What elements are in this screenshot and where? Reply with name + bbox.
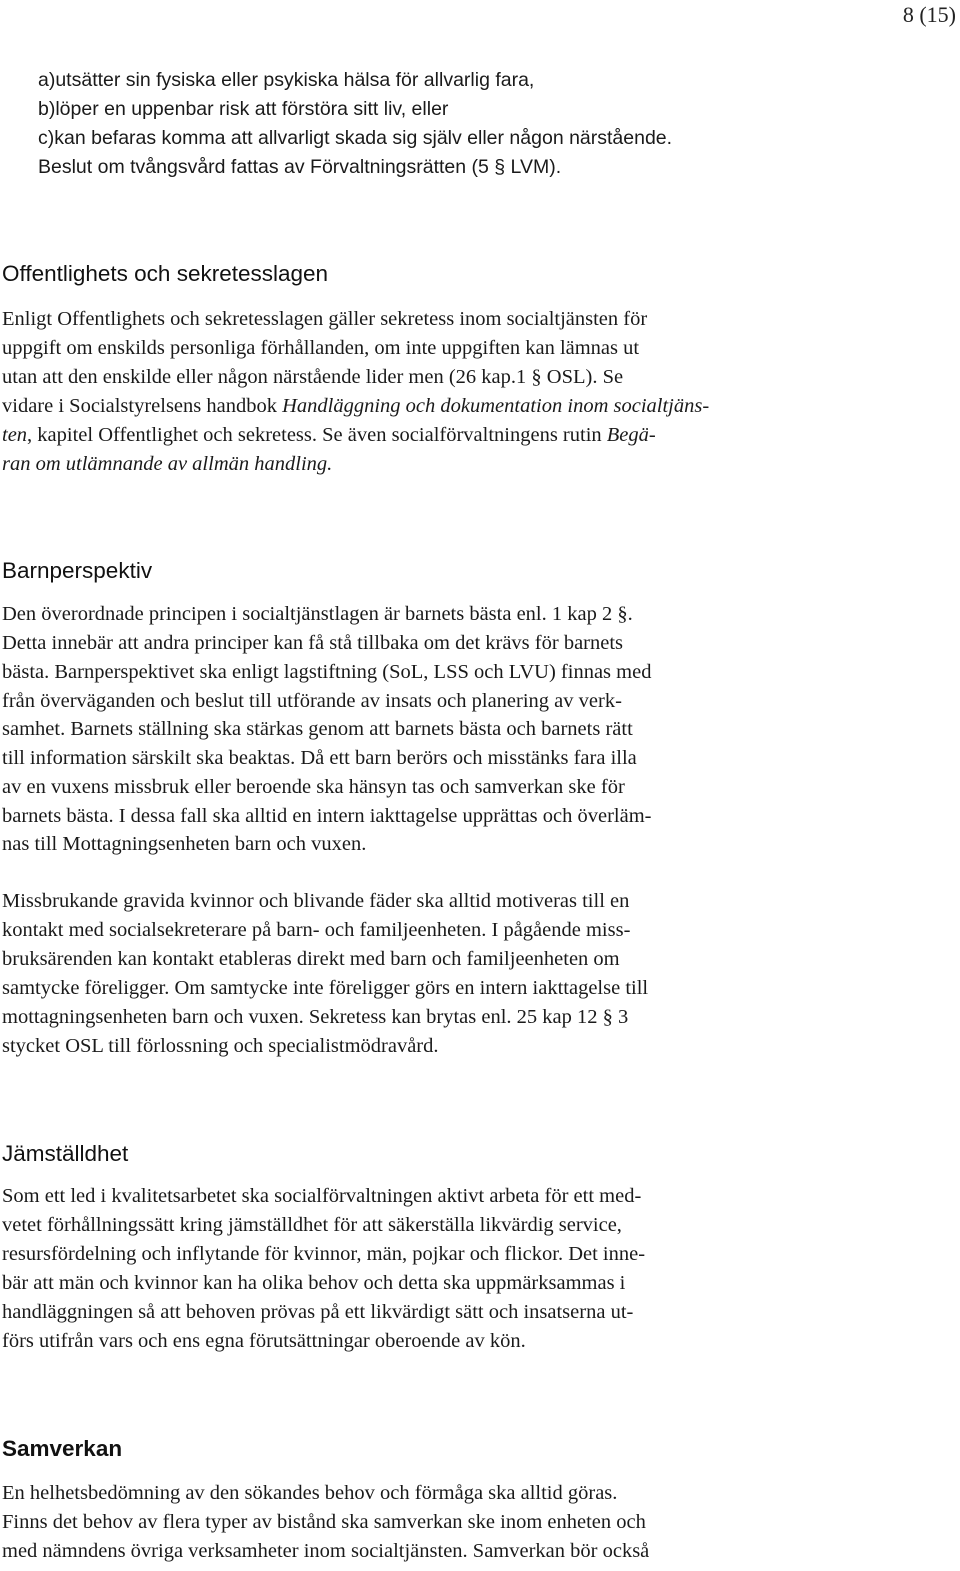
paragraph-line: bruksärenden kan kontakt etableras direkt med barn och familjeenheten om <box>2 948 620 970</box>
paragraph-line <box>2 392 709 421</box>
paragraph-line: bär att män och kvinnor kan ha olika behov och detta ska uppmärksammas i <box>2 1272 626 1294</box>
paragraph-line: samtycke föreligger. Om samtycke inte föreligger görs en intern iakttagelse till <box>2 977 649 999</box>
section-heading: Barnperspektiv <box>2 558 153 583</box>
paragraph-line: stycket OSL till förlossning och specialistmödravård. <box>2 1035 439 1057</box>
paragraph-line: Som ett led i kvalitetsarbetet ska socialförvaltningen aktivt arbeta för ett med- <box>2 1185 642 1207</box>
paragraph-line: av en vuxens missbruk eller beroende ska hänsyn tas och samverkan ske för <box>2 776 625 798</box>
routine-title-end: ran om utlämnande av allmän handling. <box>2 453 333 475</box>
paragraph-line: uppgift om enskilds personliga förhållanden, om inte uppgiften kan lämnas ut <box>2 337 640 359</box>
paragraph-line: samhet. Barnets ställning ska stärkas genom att barnets bästa och barnets rätt <box>2 718 633 740</box>
list-item: a)utsätter sin fysiska eller psykiska hälsa för allvarlig fara, <box>38 69 535 91</box>
paragraph-line: En helhetsbedömning av den sökandes behov och förmåga ska alltid göras. <box>2 1482 618 1504</box>
paragraph-line: bästa. Barnperspektivet ska enligt lagstiftning (SoL, LSS och LVU) finnas med <box>2 661 652 683</box>
paragraph-line: Den överordnade principen i socialtjänstlagen är barnets bästa enl. 1 kap 2 §. <box>2 603 633 625</box>
paragraph-line: förs utifrån vars och ens egna förutsättningar oberoende av kön. <box>2 1330 526 1352</box>
section-heading: Samverkan <box>2 1436 123 1461</box>
paragraph-line: vetet förhållningssätt kring jämställdhet för att säkerställa likvärdig service, <box>2 1214 622 1236</box>
paragraph-line: Finns det behov av flera typer av bistånd ska samverkan ske inom enheten och <box>2 1511 646 1533</box>
paragraph-line: från överväganden och beslut till utförande av insats och planering av verk- <box>2 690 622 712</box>
section-heading: Offentlighets och sekretesslagen <box>2 261 329 286</box>
handbook-title-end: ten <box>2 424 28 446</box>
paragraph-line: med nämndens övriga verksamheter inom socialtjänsten. Samverkan bör också <box>2 1540 650 1562</box>
paragraph-line: nas till Mottagningsenheten barn och vuxen. <box>2 833 367 855</box>
text-run: , kapitel Offentlighet och sekretess. Se även socialförvaltningens rutin <box>27 424 607 446</box>
list-item: b)löper en uppenbar risk att förstöra sitt liv, eller <box>38 98 449 120</box>
paragraph-line: resursfördelning och inflytande för kvinnor, män, pojkar och flickor. Det inne- <box>2 1243 646 1265</box>
text-run: vidare i Socialstyrelsens handbok <box>2 395 283 417</box>
section-heading: Jämställdhet <box>2 1141 129 1166</box>
list-item: c)kan befaras komma att allvarligt skada sig själv eller någon närstående. <box>38 127 673 149</box>
paragraph-line: Beslut om tvångsvård fattas av Förvaltningsrätten (5 § LVM). <box>38 156 562 178</box>
paragraph-line: utan att den enskilde eller någon närstående lider men (26 kap.1 § OSL). Se <box>2 366 624 388</box>
paragraph-line: barnets bästa. I dessa fall ska alltid en intern iakttagelse upprättas och överläm- <box>2 805 652 827</box>
paragraph-line: Missbrukande gravida kvinnor och blivande fäder ska alltid motiveras till en <box>2 890 630 912</box>
paragraph-line <box>2 421 656 450</box>
paragraph-line: till information särskilt ska beaktas. Då ett barn berörs och misstänks fara illa <box>2 747 637 769</box>
paragraph-line: kontakt med socialsekreterare på barn- och familjeenheten. I pågående miss- <box>2 919 631 941</box>
paragraph-line: Detta innebär att andra principer kan få stå tillbaka om det krävs för barnets <box>2 632 624 654</box>
paragraph-line: mottagningsenheten barn och vuxen. Sekretess kan brytas enl. 25 kap 12 § 3 <box>2 1006 629 1028</box>
paragraph-line: handläggningen så att behoven prövas på ett likvärdigt sätt och insatserna ut- <box>2 1301 634 1323</box>
routine-title: Begä- <box>606 424 656 446</box>
page-number: 8 (15) <box>902 2 956 27</box>
handbook-title: Handläggning och dokumentation inom socialtjäns- <box>282 395 710 417</box>
paragraph-line: Enligt Offentlighets och sekretesslagen gäller sekretess inom socialtjänsten för <box>2 308 648 330</box>
